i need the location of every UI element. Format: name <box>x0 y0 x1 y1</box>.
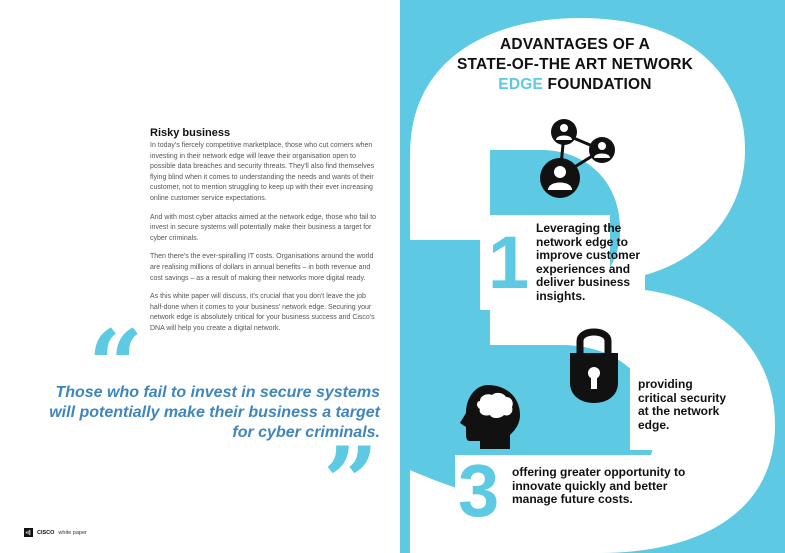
cisco-logo-icon <box>24 528 33 537</box>
step-text-2: providing critical security at the network edge. <box>638 377 727 432</box>
title-line-3 <box>420 75 730 95</box>
article <box>150 127 378 343</box>
infographic-title <box>420 35 730 95</box>
step-number-1: 1 <box>488 221 530 304</box>
head-brain-icon <box>458 383 526 451</box>
padlock-icon <box>568 323 620 405</box>
article-paragraph: In today's fiercely competitive marketplace, those who cut corners when investing in their network edge will leave their organisation open to possible data breaches and security threats. They'll also find themselves flying blind when it comes to understanding the needs and wants of their customer, not to mention struggling to keep up with their ever increasing online customer service expectations. <box>150 142 375 202</box>
footer-doc-type: white paper <box>58 529 87 536</box>
article-paragraph: Then there's the ever-spiralling IT costs. Organisations around the world are realising millions of dollars in annual benefits – in both revenue and cost savings – as a result of making their networks more digital ready. <box>150 253 374 282</box>
step-text-3: offering greater opportunity to innovate quickly and better manage future costs. <box>512 465 686 506</box>
pull-quote: Those who fail to invest in secure systems will potentially make their business a target for cyber criminals. <box>49 384 380 441</box>
article-paragraph: And with most cyber attacks aimed at the network edge, those who fail to invest in secure systems will potentially make their business a target for cyber criminals. <box>150 213 377 242</box>
article-heading: Risky business <box>150 127 231 139</box>
title-line-1: ADVANTAGES OF A <box>500 36 650 53</box>
close-quote-mark: ” <box>323 426 369 539</box>
network-people-icon <box>532 118 622 200</box>
title-rest: FOUNDATION <box>543 76 652 93</box>
article-paragraph: As this white paper will discuss, it's crucial that you don't leave the job half-done when it comes to your business' network edge. Securing your network edge is absolutely critical for your business success and Cisco's DNA will help you create a digital network. <box>150 293 375 332</box>
footer-brand: CISCO <box>37 529 55 536</box>
step-text-1: Leveraging the network edge to improve customer experiences and deliver business insights. <box>536 221 641 303</box>
title-line-2: STATE-OF-THE ART NETWORK <box>456 56 694 73</box>
step-number-3: 3 <box>458 449 500 532</box>
step-number-2: 2 <box>632 300 674 383</box>
footer <box>24 528 87 537</box>
title-accent: EDGE <box>498 76 544 93</box>
open-quote-mark: “ <box>88 309 134 422</box>
